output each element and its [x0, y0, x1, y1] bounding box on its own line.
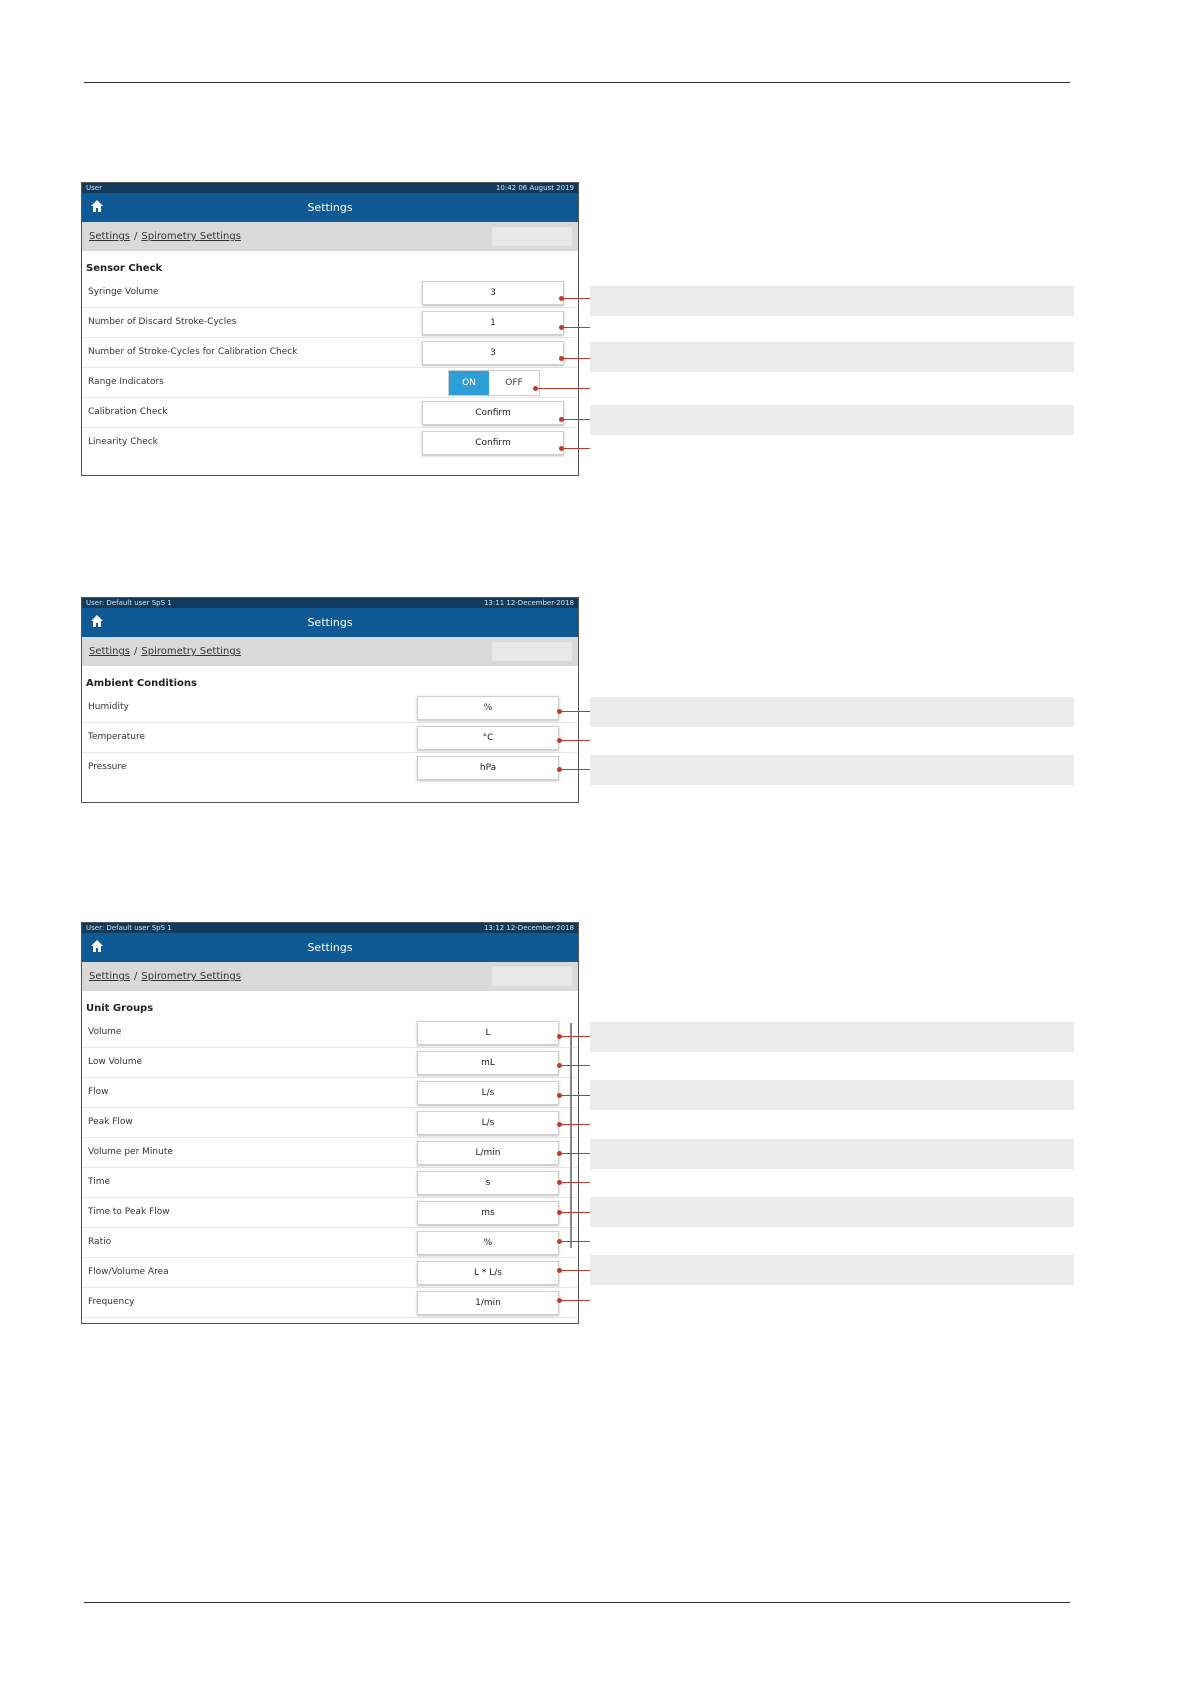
breadcrumb: Settings / Spirometry Settings	[82, 962, 578, 991]
callout-band	[590, 405, 1074, 435]
callout-band	[590, 1197, 1074, 1227]
leader-line	[560, 1241, 590, 1242]
setting-row-humidity: Humidity %	[82, 693, 578, 723]
status-bar	[82, 183, 578, 193]
setting-row-syringe-volume: Syringe Volume 3	[82, 278, 578, 308]
leader-line	[560, 1065, 590, 1066]
toggle-off[interactable]: OFF	[489, 371, 539, 395]
status-time: 13:11 12-December-2018	[483, 599, 574, 607]
leader-line	[560, 711, 590, 712]
frequency-unit-field[interactable]: 1/min	[417, 1291, 559, 1315]
callout-band	[590, 1022, 1074, 1052]
setting-row-pressure: Pressure hPa	[82, 753, 578, 782]
setting-row-range-indicators: Range Indicators ON OFF	[82, 368, 578, 398]
unit-groups-screen	[81, 922, 579, 1324]
unit-row-time: Time s	[82, 1168, 578, 1198]
breadcrumb-spirometry-settings[interactable]: Spirometry Settings	[141, 646, 241, 657]
leader-line	[536, 388, 590, 389]
setting-row-linearity-check: Linearity Check Confirm	[82, 428, 578, 457]
setting-row-calibration-cycles: Number of Stroke-Cycles for Calibration Check 3	[82, 338, 578, 368]
status-user: User: Default user SpS 1	[86, 924, 172, 932]
title-bar	[82, 608, 578, 637]
calibration-cycles-field[interactable]: 3	[422, 341, 564, 365]
breadcrumb: Settings / Spirometry Settings	[82, 222, 578, 251]
toggle-on[interactable]: ON	[449, 371, 489, 395]
disabled-button	[492, 642, 572, 661]
temperature-field[interactable]: °C	[417, 726, 559, 750]
unit-row-ratio: Ratio %	[82, 1228, 578, 1258]
callout-band	[590, 755, 1074, 785]
status-user: User: Default user SpS 1	[86, 599, 172, 607]
leader-line	[562, 448, 590, 449]
unit-row-low-volume: Low Volume mL	[82, 1048, 578, 1078]
bottom-rule	[84, 1602, 1070, 1603]
status-bar	[82, 923, 578, 933]
section-title: Sensor Check	[86, 263, 163, 274]
low-volume-unit-field[interactable]: mL	[417, 1051, 559, 1075]
setting-row-temperature: Temperature °C	[82, 723, 578, 753]
humidity-field[interactable]: %	[417, 696, 559, 720]
callout-band	[590, 286, 1074, 316]
title-bar	[82, 193, 578, 222]
leader-line	[560, 1182, 590, 1183]
unit-row-frequency: Frequency 1/min	[82, 1288, 578, 1318]
status-bar	[82, 598, 578, 608]
leader-line	[560, 1212, 590, 1213]
scrollbar[interactable]	[570, 1023, 572, 1248]
time-to-peak-flow-unit-field[interactable]: ms	[417, 1201, 559, 1225]
leader-line	[562, 298, 590, 299]
syringe-volume-field[interactable]: 3	[422, 281, 564, 305]
unit-row-volume: Volume L	[82, 1018, 578, 1048]
breadcrumb-spirometry-settings[interactable]: Spirometry Settings	[141, 971, 241, 982]
page-title: Settings	[307, 616, 353, 629]
calibration-check-button[interactable]: Confirm	[422, 401, 564, 425]
setting-row-discard-cycles: Number of Discard Stroke-Cycles 1	[82, 308, 578, 338]
discard-cycles-field[interactable]: 1	[422, 311, 564, 335]
unit-row-peak-flow: Peak Flow L/s	[82, 1108, 578, 1138]
top-rule	[84, 82, 1070, 83]
section-title: Ambient Conditions	[86, 678, 197, 689]
leader-line	[560, 1153, 590, 1154]
unit-row-time-to-peak-flow: Time to Peak Flow ms	[82, 1198, 578, 1228]
breadcrumb-settings[interactable]: Settings	[89, 971, 131, 982]
callout-band	[590, 1080, 1074, 1110]
page-title: Settings	[307, 201, 353, 214]
flow-unit-field[interactable]: L/s	[417, 1081, 559, 1105]
linearity-check-button[interactable]: Confirm	[422, 431, 564, 455]
leader-line	[560, 1095, 590, 1096]
ambient-conditions-screen	[81, 597, 579, 803]
breadcrumb-settings[interactable]: Settings	[89, 646, 131, 657]
title-bar	[82, 933, 578, 962]
unit-row-flow: Flow L/s	[82, 1078, 578, 1108]
status-time: 13:12 12-December-2018	[483, 924, 574, 932]
ratio-unit-field[interactable]: %	[417, 1231, 559, 1255]
status-time: 10:42 06 August 2019	[495, 184, 574, 192]
range-indicators-toggle[interactable]	[448, 370, 540, 396]
callout-band	[590, 697, 1074, 727]
section-title: Unit Groups	[86, 1003, 154, 1014]
sensor-check-screen	[81, 182, 579, 476]
peak-flow-unit-field[interactable]: L/s	[417, 1111, 559, 1135]
pressure-field[interactable]: hPa	[417, 756, 559, 780]
volume-per-minute-unit-field[interactable]: L/min	[417, 1141, 559, 1165]
leader-line	[560, 740, 590, 741]
leader-line	[562, 419, 590, 420]
flow-volume-area-unit-field[interactable]: L * L/s	[417, 1261, 559, 1285]
setting-row-calibration-check: Calibration Check Confirm	[82, 398, 578, 428]
breadcrumb-spirometry-settings[interactable]: Spirometry Settings	[141, 231, 241, 242]
unit-row-volume-per-minute: Volume per Minute L/min	[82, 1138, 578, 1168]
leader-line	[560, 1036, 590, 1037]
unit-row-flow-volume-area: Flow/Volume Area L * L/s	[82, 1258, 578, 1288]
disabled-button	[492, 967, 572, 986]
callout-band	[590, 1139, 1074, 1169]
leader-line	[562, 327, 590, 328]
leader-line	[560, 1270, 590, 1271]
time-unit-field[interactable]: s	[417, 1171, 559, 1195]
leader-line	[560, 769, 590, 770]
status-user: User	[86, 184, 102, 192]
callout-band	[590, 1255, 1074, 1285]
volume-unit-field[interactable]: L	[417, 1021, 559, 1045]
callout-band	[590, 342, 1074, 372]
leader-line	[562, 358, 590, 359]
leader-line	[560, 1300, 590, 1301]
breadcrumb-settings[interactable]: Settings	[89, 231, 131, 242]
page-title: Settings	[307, 941, 353, 954]
disabled-button	[492, 227, 572, 246]
breadcrumb: Settings / Spirometry Settings	[82, 637, 578, 666]
leader-line	[560, 1124, 590, 1125]
